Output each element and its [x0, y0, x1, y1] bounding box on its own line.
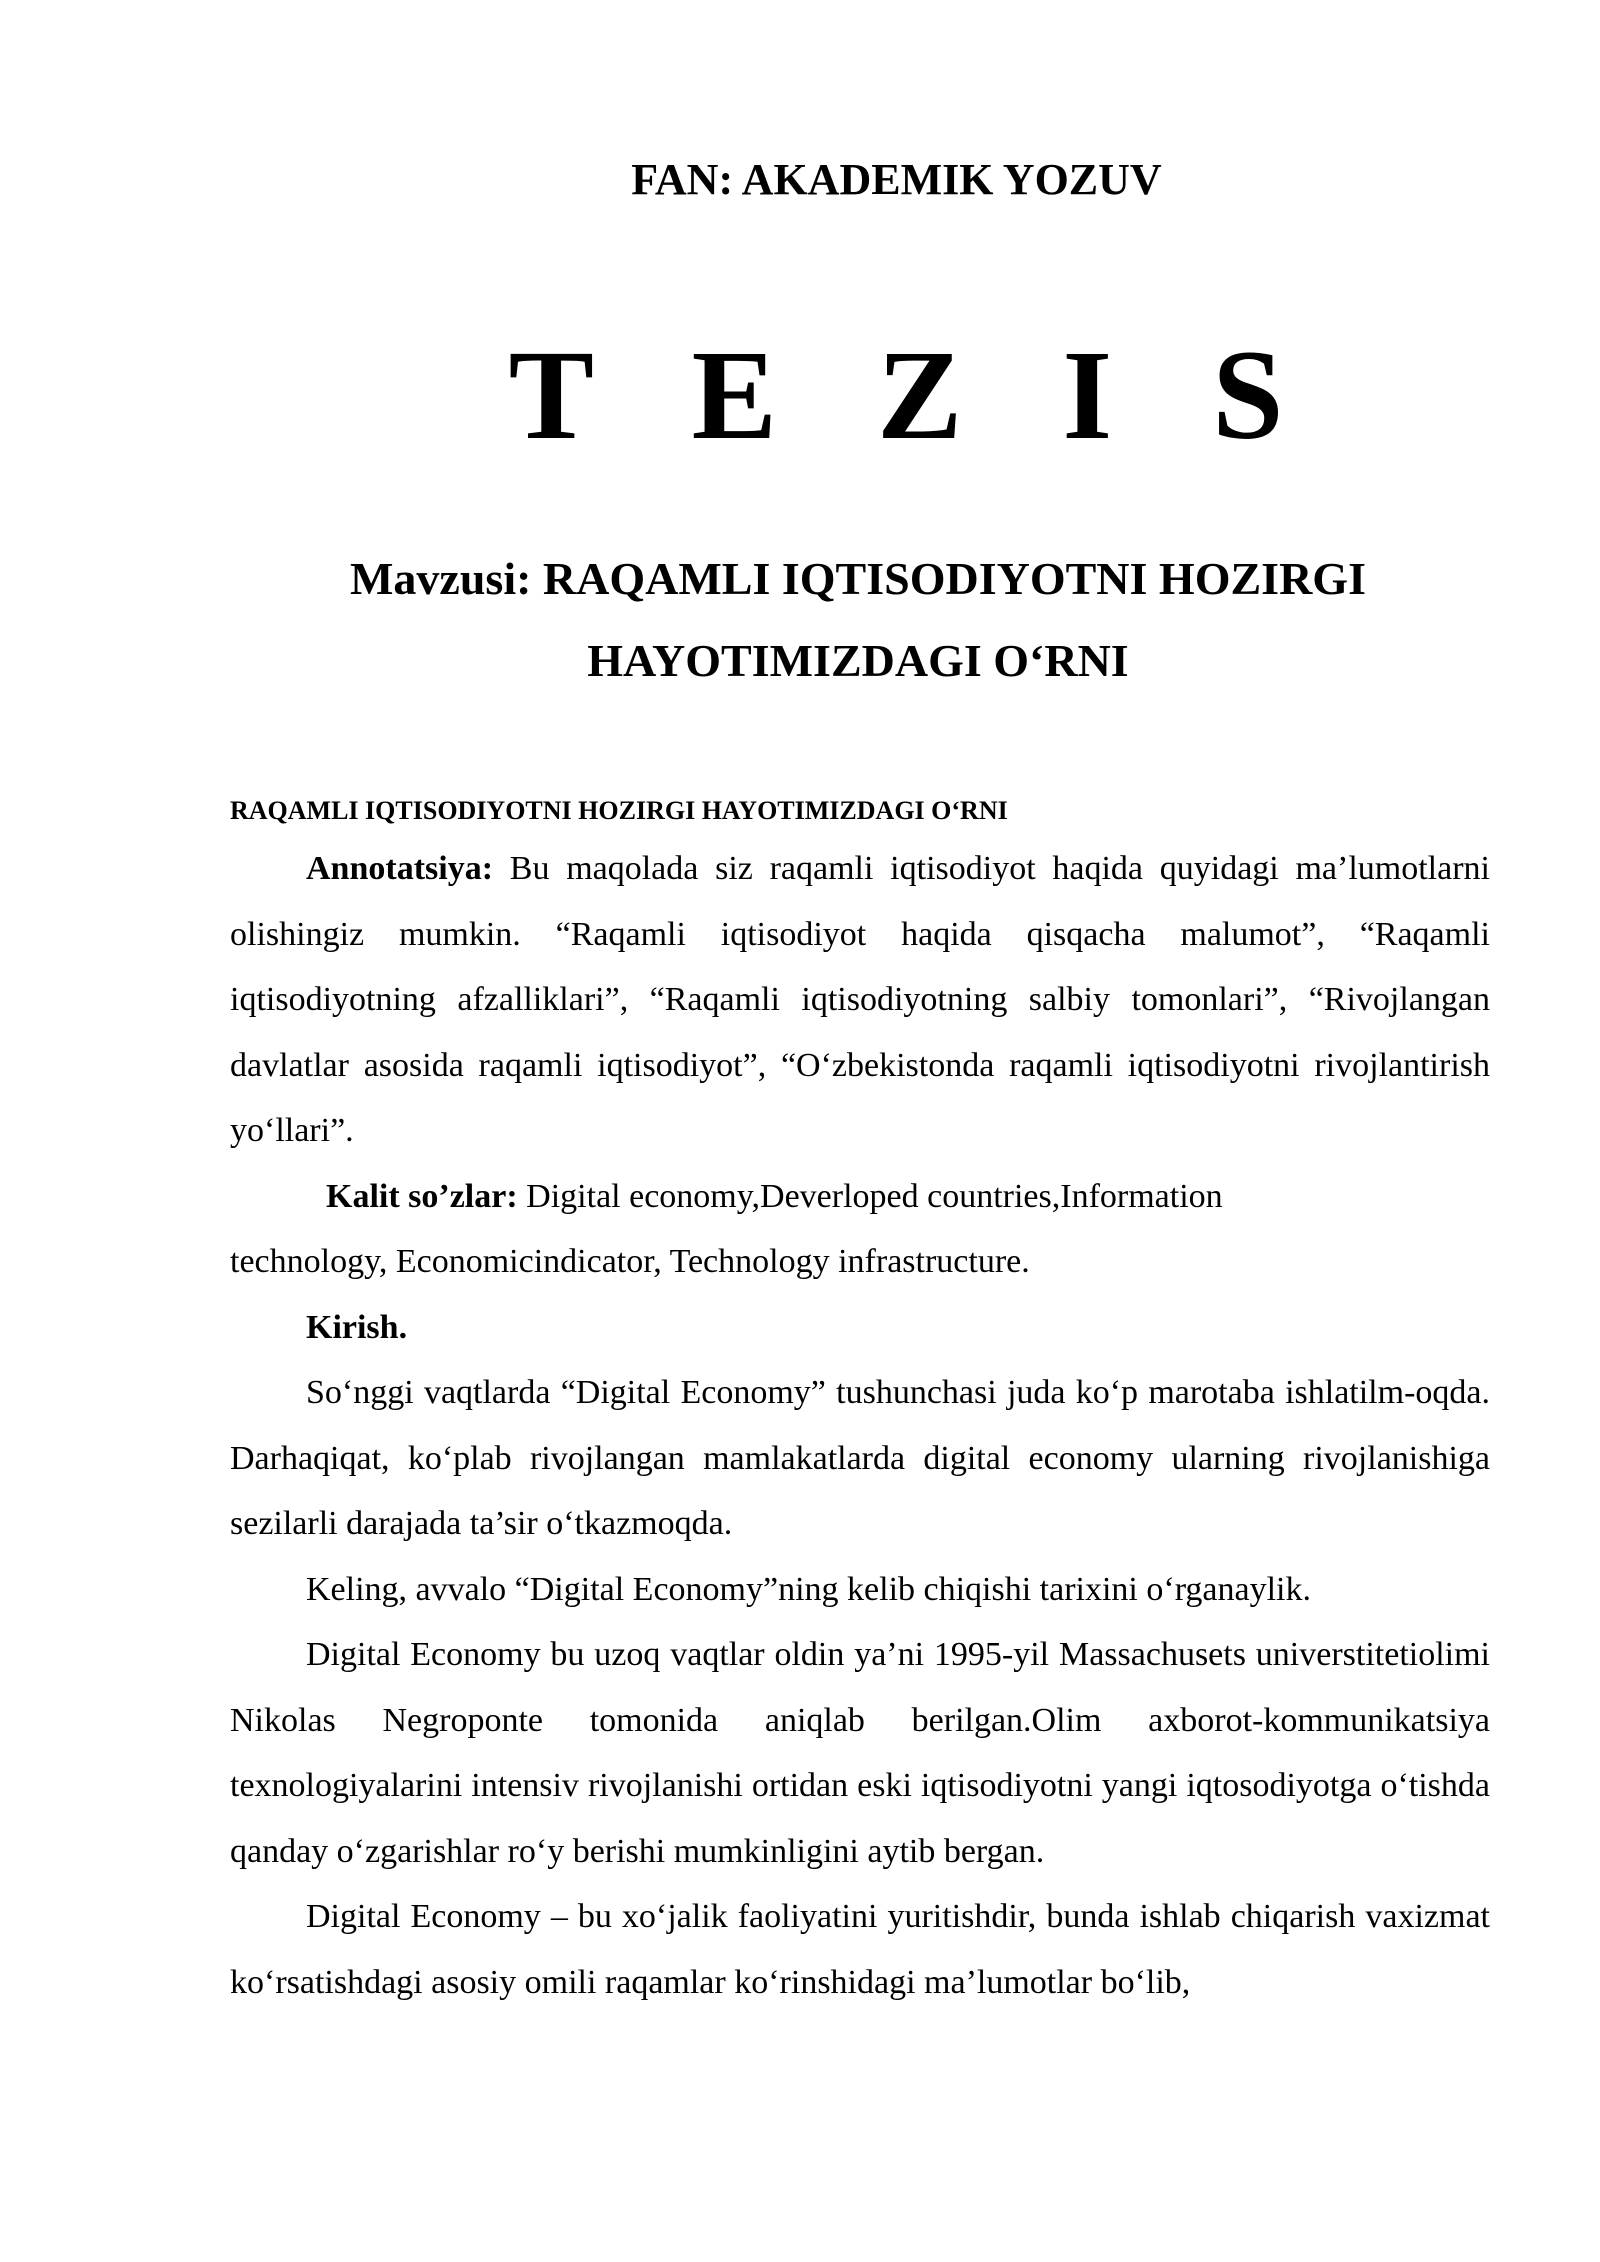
body-paragraph: Digital Economy bu uzoq vaqtlar oldin ya’ni 1995-yil Massachusets universtitetiolimi Nikolas Negroponte tomonida aniqlab berilgan.Olim axborot-kommunikatsiya texnologiyalarini intensiv rivojlanishi ortidan eski iqtisodiyotni yangi iqtosodiyotga o‘tishda qanday o‘zgarishlar ro‘y berishi mumkinligini aytib bergan. [230, 1636, 1490, 1870]
body-paragraph: So‘nggi vaqtlarda “Digital Economy” tushunchasi juda ko‘p marotaba ishlatilm-oqda. Darhaqiqat, ko‘plab rivojlangan mamlakatlarda digital economy ularning rivojlanishiga sezilarli darajada ta’sir o‘tkazmoqda. [230, 1374, 1490, 1542]
topic-title-line2: HAYOTIMIZDAGI O‘RNI [587, 635, 1129, 686]
annotation-paragraph [230, 836, 1490, 1164]
keywords-line1: Digital economy,Deverloped countries,Information [517, 1177, 1223, 1215]
keywords-label: Kalit so’zlar: [326, 1177, 518, 1215]
document-type-title: T E Z I S [508, 324, 1318, 466]
document-body [230, 786, 1490, 2015]
body-paragraph: Digital Economy – bu xo‘jalik faoliyatini yuritishdir, bunda ishlab chiqarish vaxizmat ko‘rsatishdagi asosiy omili raqamlar ko‘rinshidagi ma’lumotlar bo‘lib, [230, 1898, 1490, 2001]
topic-title-line1: Mavzusi: RAQAMLI IQTISODIYOTNI HOZIRGI [350, 553, 1366, 604]
topic-title [230, 538, 1486, 702]
keywords-line2: technology, Economicindicator, Technology infrastructure. [230, 1243, 1030, 1280]
subject-title: FAN: AKADEMIK YOZUV [631, 155, 1162, 204]
keywords-paragraph [230, 1164, 1490, 1230]
body-paragraph: Keling, avvalo “Digital Economy”ning kelib chiqishi tarixini o‘rganaylik. [306, 1570, 1311, 1608]
intro-heading: Kirish. [306, 1308, 408, 1346]
annotation-text: Bu maqolada siz raqamli iqtisodiyot haqida quyidagi ma’lumotlarni olishingiz mumkin. “Raqamli iqtisodiyot haqida qisqacha malumot”, “Raqamli iqtisodiyotning afzalliklari”, “Raqamli iqtisodiyotning salbiy tomonlari”, “Rivojlangan davlatlar asosida raqamli iqtisodiyot”, “O‘zbekistonda raqamli iqtisodiyotni rivojlantirish yo‘llari”. [230, 850, 1490, 1149]
annotation-label: Annotatsiya: [306, 850, 494, 887]
section-heading: RAQAMLI IQTISODIYOTNI HOZIRGI HAYOTIMIZDAGI O‘RNI [230, 796, 1008, 825]
